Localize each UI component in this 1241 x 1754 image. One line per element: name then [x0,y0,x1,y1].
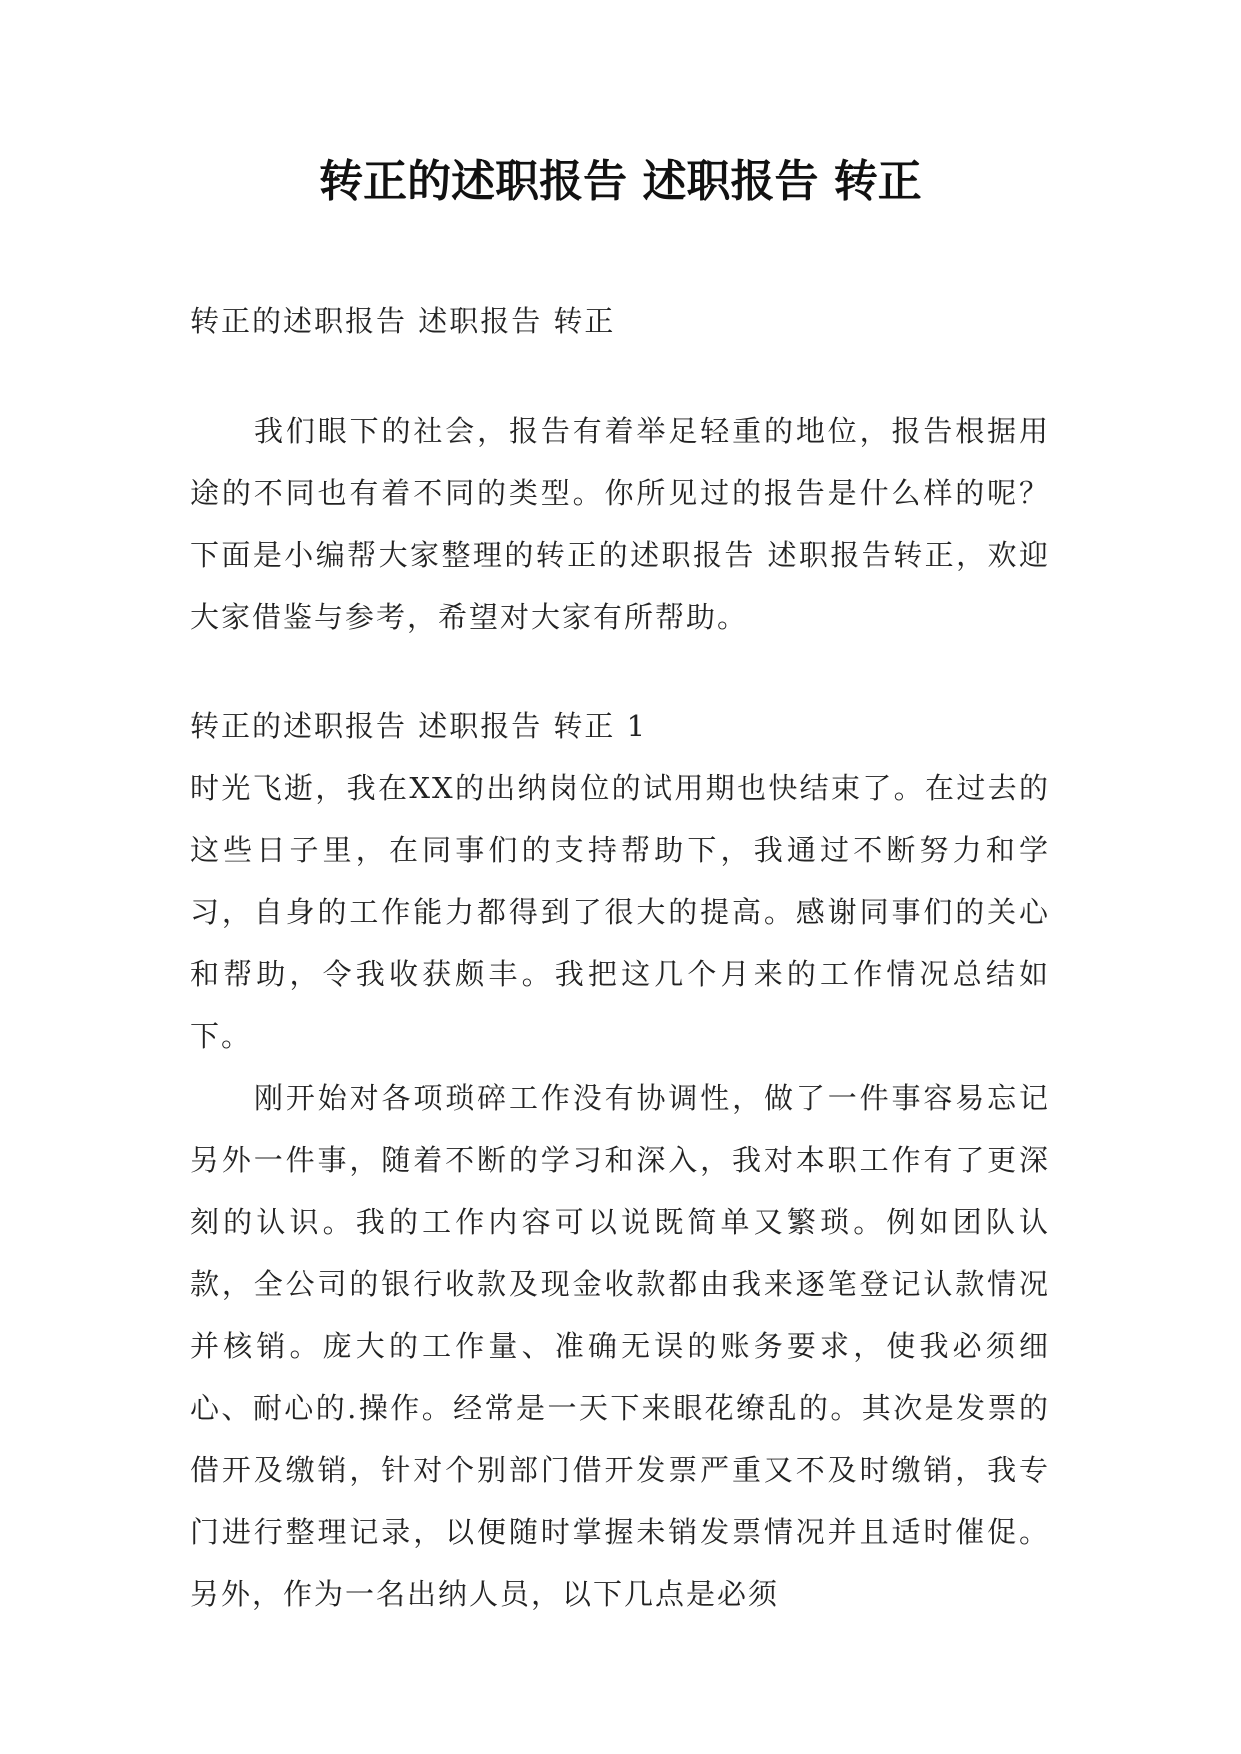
intro-paragraph: 我们眼下的社会，报告有着举足轻重的地位，报告根据用途的不同也有着不同的类型。你所见过的报告是什么样的呢？下面是小编帮大家整理的转正的述职报告 述职报告转正，欢迎大家借鉴与参考，希望对大家有所帮助。 [190,414,1050,634]
document-title: 转正的述职报告 述职报告 转正 [319,156,922,207]
document-subtitle: 转正的述职报告 述职报告 转正 [190,304,616,338]
body-paragraph-2: 刚开始对各项琐碎工作没有协调性，做了一件事容易忘记另外一件事，随着不断的学习和深入，我对本职工作有了更深刻的认识。我的工作内容可以说既简单又繁琐。例如团队认款，全公司的银行收款及现金收款都由我来逐笔登记认款情况并核销。庞大的工作量、准确无误的账务要求，使我必须细心、耐心的.操作。经常是一天下来眼花缭乱的。其次是发票的借开及缴销，针对个别部门借开发票严重又不及时缴销，我专门进行整理记录，以便随时掌握未销发票情况并且适时催促。另外，作为一名出纳人员，以下几点是必须 [190,1081,1050,1611]
section-body [190,695,1050,1625]
section-heading: 转正的述职报告 述职报告 转正 1 [190,709,648,743]
body-paragraph-1: 时光飞逝，我在XX的出纳岗位的试用期也快结束了。在过去的这些日子里，在同事们的支持帮助下，我通过不断努力和学习，自身的工作能力都得到了很大的提高。感谢同事们的关心和帮助，令我收获颇丰。我把这几个月来的工作情况总结如下。 [190,771,1050,1053]
